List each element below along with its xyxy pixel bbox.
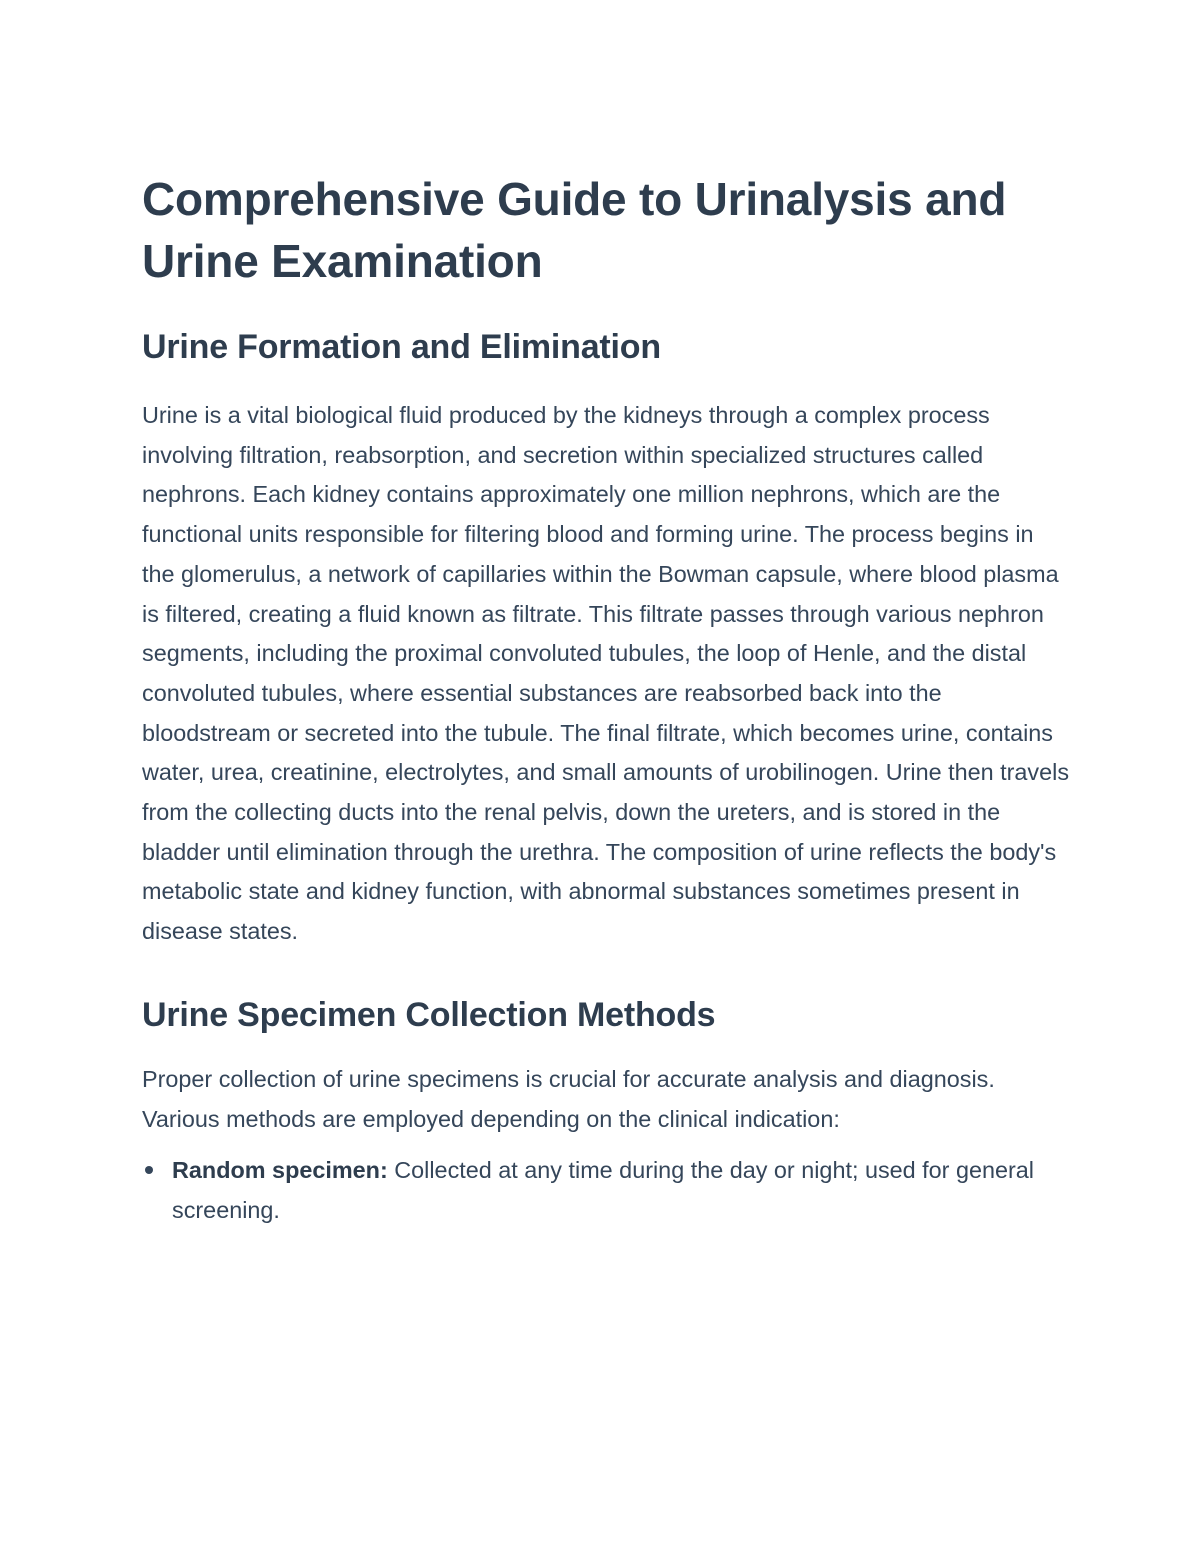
list-item xyxy=(142,1151,1072,1230)
document-page xyxy=(142,168,1072,1231)
list-item-term: Random specimen: xyxy=(172,1157,388,1184)
section-heading-urine-formation: Urine Formation and Elimination xyxy=(142,328,661,366)
list-item-text: Collected at any time during the day or night; used for general screening. xyxy=(172,1157,1034,1223)
bullet-icon xyxy=(145,1166,153,1174)
section-paragraph-specimen-collection: Proper collection of urine specimens is crucial for accurate analysis and diagnosis. Various methods are employed depending on the clinical indication: xyxy=(142,1065,995,1132)
section-paragraph-urine-formation: Urine is a vital biological fluid produced by the kidneys through a complex process involving filtration, reabsorption, and secretion within specialized structures called nephrons. Each kidney contains approximately one million nephrons, which are the functional units responsible for filtering blood and forming urine. The process begins in the glomerulus, a network of capillaries within the Bowman capsule, where blood plasma is filtered, creating a fluid known as filtrate. This filtrate passes through various nephron segments, including the proximal convoluted tubules, the loop of Henle, and the distal convoluted tubules, where essential substances are reabsorbed back into the bloodstream or secreted into the tubule. The final filtrate, which becomes urine, contains water, urea, creatinine, electrolytes, and small amounts of urobilinogen. Urine then travels from the collecting ducts into the renal pelvis, down the ureters, and is stored in the bladder until elimination through the urethra. The composition of urine reflects the body's metabolic state and kidney function, with abnormal substances sometimes present in disease states. xyxy=(142,402,1070,945)
collection-methods-list xyxy=(142,1151,1072,1230)
section-heading-specimen-collection: Urine Specimen Collection Methods xyxy=(142,995,716,1034)
document-title: Comprehensive Guide to Urinalysis and Urine Examination xyxy=(142,173,1007,287)
